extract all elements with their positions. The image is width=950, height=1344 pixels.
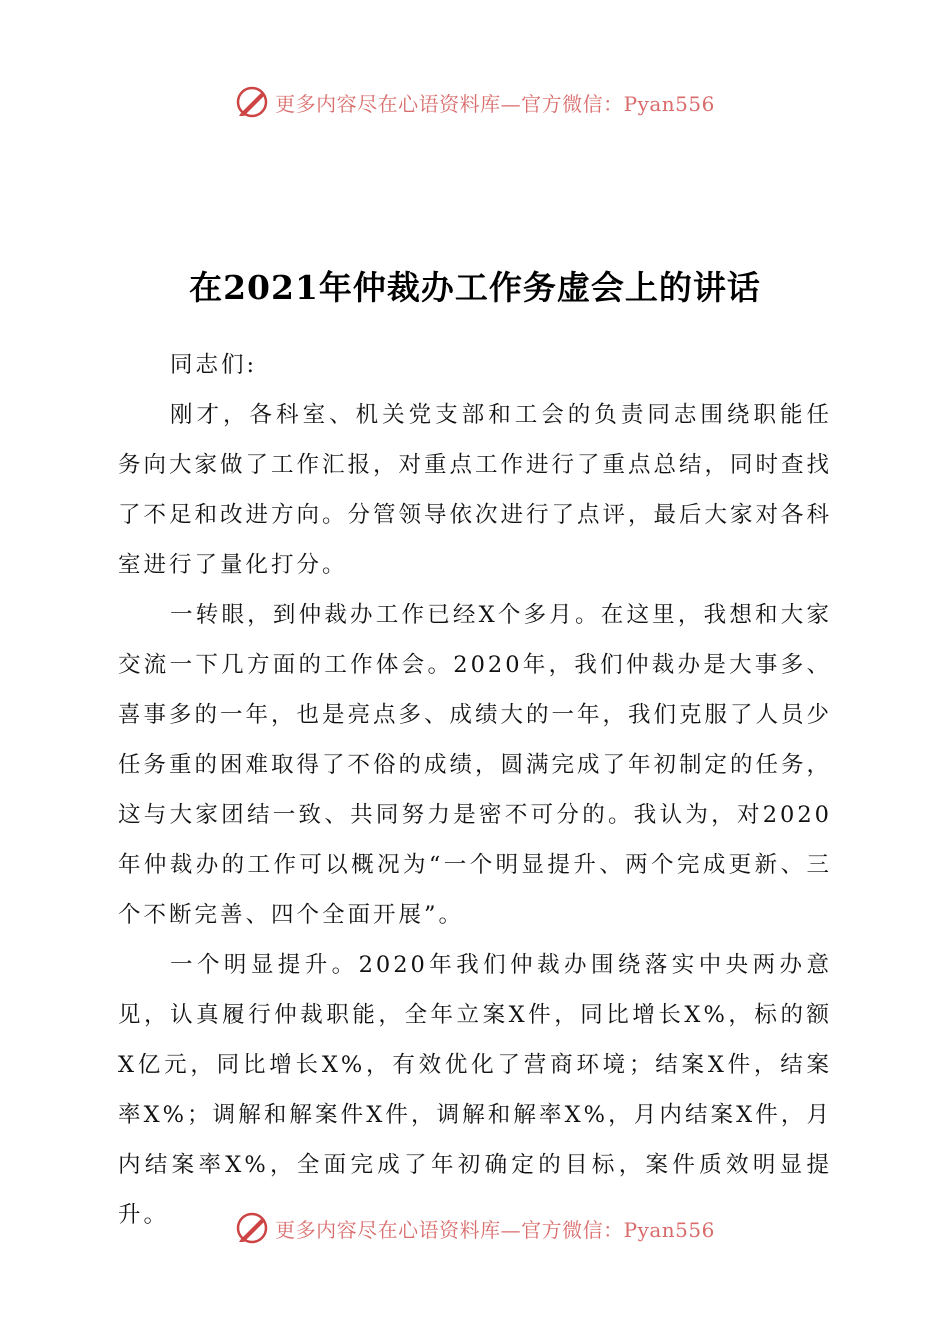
- paragraph: 刚才，各科室、机关党支部和工会的负责同志围绕职能任务向大家做了工作汇报，对重点工作进行了重点总结，同时查找了不足和改进方向。分管领导依次进行了点评，最后大家对各科室进行了量化打分。: [118, 402, 833, 578]
- pen-logo-icon: [235, 1211, 269, 1245]
- footer-watermark: [0, 1208, 950, 1248]
- pen-logo-icon: [235, 85, 269, 119]
- document-body: [118, 340, 832, 1240]
- document-title: 在2021年仲裁办工作务虚会上的讲话: [189, 268, 761, 307]
- paragraph: 一转眼，到仲裁办工作已经X个多月。在这里，我想和大家交流一下几方面的工作体会。2020年，我们仲裁办是大事多、喜事多的一年，也是亮点多、成绩大的一年，我们克服了人员少任务重的困难取得了不俗的成绩，圆满完成了年初制定的任务，这与大家团结一致、共同努力是密不可分的。我认为，对2020年仲裁办的工作可以概况为“一个明显提升、两个完成更新、三个不断完善、四个全面开展”。: [118, 602, 833, 928]
- watermark-text: 更多内容尽在心语资料库—官方微信：Pyan556: [275, 91, 715, 116]
- salutation: 同志们:: [170, 352, 258, 378]
- header-watermark: [0, 82, 950, 122]
- paragraph: 一个明显提升。2020年我们仲裁办围绕落实中央两办意见，认真履行仲裁职能，全年立案X件，同比增长X%，标的额X亿元，同比增长X%，有效优化了营商环境；结案X件，结案率X%；调解和解案件X件，调解和解率X%，月内结案X件，月内结案率X%，全面完成了年初确定的目标，案件质效明显提升。: [118, 952, 832, 1228]
- watermark-text: 更多内容尽在心语资料库—官方微信：Pyan556: [275, 1217, 715, 1242]
